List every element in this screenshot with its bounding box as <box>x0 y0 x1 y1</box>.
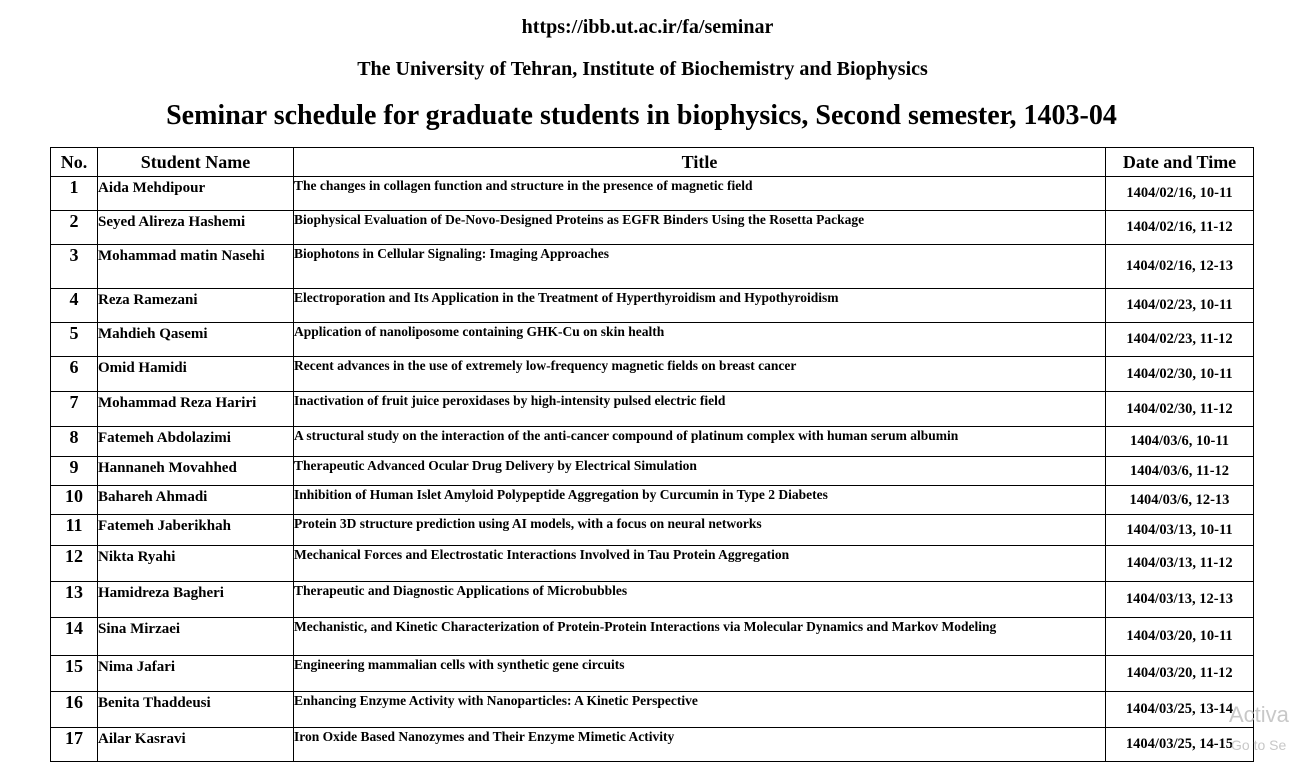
date-time: 1404/03/6, 11-12 <box>1106 457 1254 486</box>
student-name: Omid Hamidi <box>98 357 294 392</box>
table-body <box>51 177 1254 762</box>
student-name: Fatemeh Jaberikhah <box>98 515 294 546</box>
seminar-title: A structural study on the interaction of the anti-cancer compound of platinum complex with human serum albumin <box>294 427 1106 457</box>
date-time: 1404/03/6, 10-11 <box>1106 427 1254 457</box>
date-time: 1404/03/13, 12-13 <box>1106 582 1254 618</box>
seminar-title: Recent advances in the use of extremely low-frequency magnetic fields on breast cancer <box>294 357 1106 392</box>
page-url: https://ibb.ut.ac.ir/fa/seminar <box>521 16 774 38</box>
student-name: Nikta Ryahi <box>98 546 294 582</box>
activation-watermark-sub: Go to Se <box>1231 737 1287 753</box>
student-name: Fatemeh Abdolazimi <box>98 427 294 457</box>
table-row <box>51 245 1254 289</box>
table-row <box>51 357 1254 392</box>
student-name: Nima Jafari <box>98 656 294 692</box>
seminar-title: The changes in collagen function and structure in the presence of magnetic field <box>294 177 1106 211</box>
seminar-title: Therapeutic and Diagnostic Applications of Microbubbles <box>294 582 1106 618</box>
seminar-title: Application of nanoliposome containing GHK-Cu on skin health <box>294 323 1106 357</box>
date-time: 1404/03/20, 10-11 <box>1106 618 1254 656</box>
seminar-title: Protein 3D structure prediction using AI models, with a focus on neural networks <box>294 515 1106 546</box>
table-row <box>51 457 1254 486</box>
table-row <box>51 427 1254 457</box>
date-time: 1404/03/13, 11-12 <box>1106 546 1254 582</box>
date-time: 1404/03/25, 14-15 <box>1106 728 1254 762</box>
row-number: 13 <box>51 582 98 618</box>
student-name: Aida Mehdipour <box>98 177 294 211</box>
activation-watermark: Activa <box>1229 702 1289 727</box>
table-row <box>51 582 1254 618</box>
date-time: 1404/03/13, 10-11 <box>1106 515 1254 546</box>
date-time: 1404/02/16, 11-12 <box>1106 211 1254 245</box>
seminar-title: Enhancing Enzyme Activity with Nanoparticles: A Kinetic Perspective <box>294 692 1106 728</box>
date-time: 1404/02/30, 10-11 <box>1106 357 1254 392</box>
row-number: 17 <box>51 728 98 762</box>
header-date-time: Date and Time <box>1106 148 1254 177</box>
student-name: Ailar Kasravi <box>98 728 294 762</box>
institute-name: The University of Tehran, Institute of Biochemistry and Biophysics <box>357 58 928 80</box>
date-time: 1404/03/20, 11-12 <box>1106 656 1254 692</box>
row-number: 2 <box>51 211 98 245</box>
table-row <box>51 618 1254 656</box>
date-time: 1404/02/16, 12-13 <box>1106 245 1254 289</box>
seminar-title: Biophysical Evaluation of De-Novo-Designed Proteins as EGFR Binders Using the Rosetta Package <box>294 211 1106 245</box>
student-name: Mohammad matin Nasehi <box>98 245 294 289</box>
schedule-title: Seminar schedule for graduate students in biophysics, Second semester, 1403-04 <box>166 100 1117 131</box>
table-row <box>51 656 1254 692</box>
student-name: Reza Ramezani <box>98 289 294 323</box>
row-number: 1 <box>51 177 98 211</box>
row-number: 4 <box>51 289 98 323</box>
seminar-title: Electroporation and Its Application in the Treatment of Hyperthyroidism and Hypothyroidism <box>294 289 1106 323</box>
table-row <box>51 289 1254 323</box>
seminar-table <box>50 147 1254 762</box>
student-name: Hannaneh Movahhed <box>98 457 294 486</box>
row-number: 3 <box>51 245 98 289</box>
table-header-row <box>51 148 1254 177</box>
row-number: 8 <box>51 427 98 457</box>
date-time: 1404/02/23, 11-12 <box>1106 323 1254 357</box>
seminar-title: Iron Oxide Based Nanozymes and Their Enzyme Mimetic Activity <box>294 728 1106 762</box>
table-row <box>51 515 1254 546</box>
row-number: 12 <box>51 546 98 582</box>
row-number: 16 <box>51 692 98 728</box>
row-number: 11 <box>51 515 98 546</box>
date-time: 1404/02/23, 10-11 <box>1106 289 1254 323</box>
row-number: 10 <box>51 486 98 515</box>
table-row <box>51 211 1254 245</box>
student-name: Benita Thaddeusi <box>98 692 294 728</box>
row-number: 5 <box>51 323 98 357</box>
header-student-name: Student Name <box>98 148 294 177</box>
table-row <box>51 177 1254 211</box>
seminar-title: Engineering mammalian cells with synthetic gene circuits <box>294 656 1106 692</box>
table-row <box>51 392 1254 427</box>
seminar-title: Inactivation of fruit juice peroxidases by high-intensity pulsed electric field <box>294 392 1106 427</box>
header-no: No. <box>51 148 98 177</box>
date-time: 1404/03/6, 12-13 <box>1106 486 1254 515</box>
table-row <box>51 692 1254 728</box>
seminar-title: Mechanistic, and Kinetic Characterization of Protein-Protein Interactions via Molecular Dynamics and Markov Modeling <box>294 618 1106 656</box>
date-time: 1404/02/16, 10-11 <box>1106 177 1254 211</box>
student-name: Sina Mirzaei <box>98 618 294 656</box>
student-name: Bahareh Ahmadi <box>98 486 294 515</box>
student-name: Mohammad Reza Hariri <box>98 392 294 427</box>
row-number: 9 <box>51 457 98 486</box>
student-name: Hamidreza Bagheri <box>98 582 294 618</box>
seminar-title: Therapeutic Advanced Ocular Drug Delivery by Electrical Simulation <box>294 457 1106 486</box>
row-number: 6 <box>51 357 98 392</box>
header-title: Title <box>294 148 1106 177</box>
row-number: 7 <box>51 392 98 427</box>
table-row <box>51 728 1254 762</box>
seminar-title: Inhibition of Human Islet Amyloid Polypeptide Aggregation by Curcumin in Type 2 Diabetes <box>294 486 1106 515</box>
student-name: Mahdieh Qasemi <box>98 323 294 357</box>
date-time: 1404/03/25, 13-14 <box>1106 692 1254 728</box>
date-time: 1404/02/30, 11-12 <box>1106 392 1254 427</box>
table-row <box>51 546 1254 582</box>
seminar-title: Mechanical Forces and Electrostatic Interactions Involved in Tau Protein Aggregation <box>294 546 1106 582</box>
row-number: 15 <box>51 656 98 692</box>
row-number: 14 <box>51 618 98 656</box>
student-name: Seyed Alireza Hashemi <box>98 211 294 245</box>
table-row <box>51 486 1254 515</box>
table-row <box>51 323 1254 357</box>
seminar-title: Biophotons in Cellular Signaling: Imaging Approaches <box>294 245 1106 289</box>
